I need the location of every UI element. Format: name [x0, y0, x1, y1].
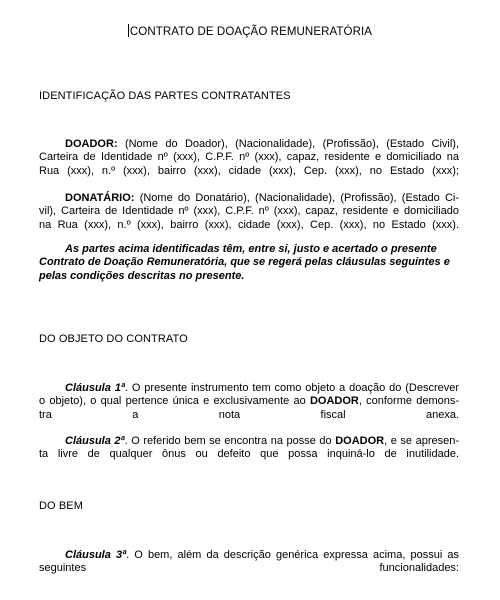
clausula2-label: Cláusula 2ª	[65, 435, 125, 447]
section-heading-parties: IDENTIFICAÇÃO DAS PARTES CONTRATANTES	[39, 90, 291, 102]
paragraph-parties-statement	[39, 243, 459, 283]
donatario-line-2: vil), Carteira de Identidade nº (xxx), C.P.F. nº (xxx), capaz, residente e domiciliado	[39, 205, 459, 218]
paragraph-clausula-2	[39, 435, 459, 462]
clausula1-line-3: tra a nota fiscal anexa.	[39, 408, 459, 421]
statement-line-3: pelas condições descritas no presente.	[39, 269, 245, 282]
clausula1-label: Cláusula 1ª	[65, 382, 125, 394]
clausula2-line-2: ta livre de qualquer ônus ou defeito que possa inquiná-lo de inutilidade.	[39, 448, 459, 461]
clausula3-line-2: seguintes funcionalidades:	[39, 562, 459, 575]
clausula2-line-1: Cláusula 2ª. O referido bem se encontra na posse do DOADOR, e se apresen-	[65, 435, 460, 447]
document-title-text: CONTRATO DE DOAÇÃO REMUNERATÓRIA	[129, 26, 373, 38]
clausula1-line-1: Cláusula 1ª. O presente instrumento tem como objeto a doação do (Descrever	[65, 382, 460, 394]
clausula3-label: Cláusula 3ª	[65, 549, 127, 561]
text-cursor	[128, 24, 129, 37]
donatario-line-1: DONATÁRIO: (Nome do Donatário), (Nacionalidade), (Profissão), (Estado Ci-	[65, 192, 459, 204]
doador-label: DOADOR:	[65, 138, 118, 150]
paragraph-doador	[39, 138, 459, 178]
clausula3-line-1: Cláusula 3ª. O bem, além da descrição genérica expressa acima, possui as	[65, 549, 459, 561]
doador-line-1: DOADOR: (Nome do Doador), (Nacionalidade), (Profissão), (Estado Civil),	[65, 138, 459, 150]
document-title	[0, 24, 500, 39]
paragraph-clausula-1	[39, 382, 459, 422]
doador-line-3: Rua (xxx), n.º (xxx), bairro (xxx), cidade (xxx), Cep. (xxx), no Estado (xxx);	[39, 164, 459, 177]
statement-line-2: Contrato de Doação Remuneratória, que se regerá pelas cláusulas seguintes e	[39, 256, 450, 269]
paragraph-clausula-3	[39, 549, 459, 576]
statement-line-1: As partes acima identificadas têm, entre si, justo e acertado o presente	[65, 243, 437, 255]
section-heading-object: DO OBJETO DO CONTRATO	[39, 333, 188, 345]
clausula1-line-2: o objeto), o qual pertence única e exclusivamente ao DOADOR, conforme demons-	[39, 395, 460, 408]
doador-line-2: Carteira de Identidade nº (xxx), C.P.F. nº (xxx), capaz, residente e domiciliado na	[39, 151, 459, 164]
donatario-line-3: na Rua (xxx), n.º (xxx), bairro (xxx), cidade (xxx), Cep. (xxx), no Estado (xxx).	[39, 218, 459, 231]
donatario-label: DONATÁRIO:	[65, 192, 135, 204]
paragraph-donatario	[39, 192, 459, 232]
section-heading-asset: DO BEM	[39, 500, 83, 512]
